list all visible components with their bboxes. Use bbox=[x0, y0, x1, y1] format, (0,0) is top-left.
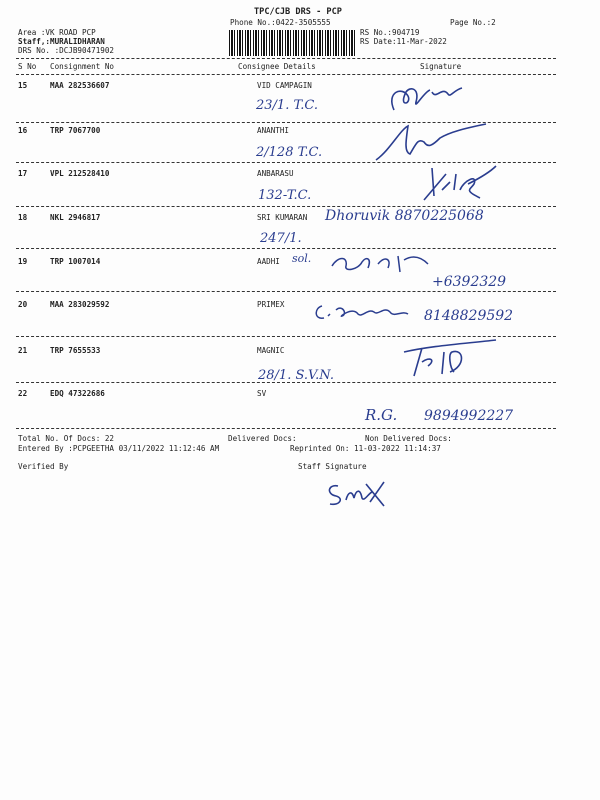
divider bbox=[16, 291, 556, 292]
row-consignee: SV bbox=[257, 389, 267, 398]
row-sno: 17 bbox=[18, 169, 28, 178]
row-sno: 18 bbox=[18, 213, 28, 222]
divider bbox=[16, 428, 556, 429]
entered-by: Entered By :PCPGEETHA 03/11/2022 11:12:46 AM bbox=[18, 444, 220, 453]
barcode bbox=[229, 30, 356, 56]
row-consignee: SRI KUMARAN bbox=[257, 213, 308, 222]
drs-number: DRS No. :DCJB90471902 bbox=[18, 46, 115, 55]
row-sno: 19 bbox=[18, 257, 28, 266]
rs-number: RS No.:904719 bbox=[360, 28, 420, 37]
signature-icon bbox=[380, 82, 470, 116]
divider bbox=[16, 74, 556, 75]
row-consignment: EDQ 47322686 bbox=[50, 389, 105, 398]
row-consignee: AADHI bbox=[257, 257, 280, 266]
row-consignee: VID CAMPAGIN bbox=[257, 81, 312, 90]
col-sno: S No bbox=[18, 62, 37, 71]
row-consignment: MAA 283029592 bbox=[50, 300, 110, 309]
row-consignee: ANANTHI bbox=[257, 126, 290, 135]
row-sno: 22 bbox=[18, 389, 28, 398]
row-consignment: MAA 282536607 bbox=[50, 81, 110, 90]
handwritten-phone: 9894992227 bbox=[424, 408, 514, 424]
handwritten-phone: 8148829592 bbox=[424, 308, 514, 324]
row-sno: 16 bbox=[18, 126, 28, 135]
signature-icon bbox=[328, 250, 438, 276]
handwritten-initials: R.G. bbox=[365, 406, 398, 424]
row-consignment: TRP 7067700 bbox=[50, 126, 101, 135]
delivered-docs: Delivered Docs: bbox=[228, 434, 297, 443]
handwritten-address: 247/1. bbox=[260, 231, 302, 246]
area-label: Area :VK ROAD PCP bbox=[18, 28, 96, 37]
row-consignment: TRP 1007014 bbox=[50, 257, 101, 266]
verified-by: Verified By bbox=[18, 462, 69, 471]
divider bbox=[16, 336, 556, 337]
row-sno: 15 bbox=[18, 81, 28, 90]
handwritten-address: 23/1. T.C. bbox=[256, 98, 318, 113]
divider bbox=[16, 382, 556, 383]
staff-label: Staff,:MURALIDHARAN bbox=[18, 37, 105, 46]
rs-date: RS Date:11-Mar-2022 bbox=[360, 37, 447, 46]
row-consignee: ANBARASU bbox=[257, 169, 294, 178]
handwritten-address: 28/1. S.V.N. bbox=[258, 368, 334, 383]
row-sno: 20 bbox=[18, 300, 28, 309]
reprinted-on: Reprinted On: 11-03-2022 11:14:37 bbox=[290, 444, 441, 453]
col-consignee: Consignee Details bbox=[238, 62, 316, 71]
phone-number: Phone No.:0422-3505555 bbox=[230, 18, 331, 27]
col-consignment: Consignment No bbox=[50, 62, 115, 71]
row-consignment: VPL 212528410 bbox=[50, 169, 110, 178]
total-docs: Total No. Of Docs: 22 bbox=[18, 434, 115, 443]
non-delivered-docs: Non Delivered Docs: bbox=[365, 434, 452, 443]
row-consignment: NKL 2946817 bbox=[50, 213, 101, 222]
row-consignee: PRIMEX bbox=[257, 300, 285, 309]
divider bbox=[16, 206, 556, 207]
col-signature: Signature bbox=[420, 62, 462, 71]
signature-icon bbox=[400, 338, 500, 382]
divider bbox=[16, 248, 556, 249]
document-title: TPC/CJB DRS - PCP bbox=[254, 7, 342, 17]
staff-signature-label: Staff Signature bbox=[298, 462, 367, 471]
handwritten-phone: Dhoruvik 8870225068 bbox=[325, 208, 484, 224]
row-consignment: TRP 7655533 bbox=[50, 346, 101, 355]
handwritten-note: sol. bbox=[292, 252, 312, 265]
signature-icon bbox=[312, 298, 412, 324]
handwritten-address: 132-T.C. bbox=[258, 188, 312, 203]
handwritten-address: 2/128 T.C. bbox=[256, 145, 323, 160]
signature-icon bbox=[420, 160, 500, 206]
row-consignee: MAGNIC bbox=[257, 346, 285, 355]
staff-signature-icon bbox=[322, 474, 402, 510]
row-sno: 21 bbox=[18, 346, 28, 355]
page-number: Page No.:2 bbox=[450, 18, 496, 27]
handwritten-phone: +6392329 bbox=[432, 274, 507, 290]
divider bbox=[16, 58, 556, 59]
